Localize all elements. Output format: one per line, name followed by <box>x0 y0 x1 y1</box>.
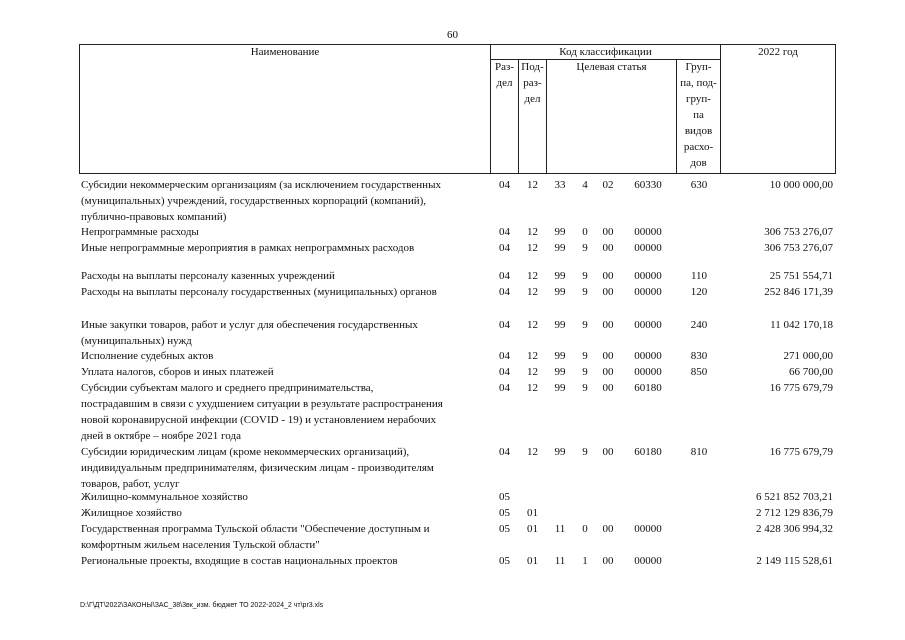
row-name-line: Субсидии некоммерческим организациям (за исключением государственных <box>81 179 441 191</box>
row-code-cs3: 02 <box>602 179 614 191</box>
row-code-cs4: 00000 <box>634 286 662 298</box>
row-name <box>81 444 491 492</box>
row-code-cs1: 99 <box>554 366 566 378</box>
header-classification-code: Код классификации <box>559 46 652 58</box>
header-name: Наименование <box>250 46 320 58</box>
row-amount: 2 428 306 994,32 <box>756 523 833 535</box>
row-code-vr: 850 <box>690 366 708 378</box>
row-code-cs4: 60180 <box>634 382 662 394</box>
row-name <box>81 240 491 256</box>
row-amount: 6 521 852 703,21 <box>756 491 833 503</box>
row-name-line: индивидуальным предпринимателям, физическим лицам - производителям <box>81 462 434 474</box>
row-code-cs4: 60180 <box>634 446 662 458</box>
row-code-pr: 01 <box>527 507 538 519</box>
row-code-vr: 810 <box>690 446 708 458</box>
row-code-cs1: 99 <box>554 270 566 282</box>
header-subsection: Под- раз- дел <box>521 61 544 105</box>
row-amount: 2 149 115 528,61 <box>756 555 833 567</box>
row-code-cs1: 99 <box>554 242 566 254</box>
row-code-cs3: 00 <box>602 242 614 254</box>
row-code-cs4: 00000 <box>634 555 662 567</box>
row-name <box>81 364 491 380</box>
row-code-cs4: 00000 <box>634 366 662 378</box>
row-code-pr: 12 <box>527 446 538 458</box>
row-code-rz: 04 <box>499 286 510 298</box>
row-code-cs1: 99 <box>554 226 566 238</box>
row-code-cs2: 9 <box>582 382 588 394</box>
row-name-line: Региональные проекты, входящие в состав национальных проектов <box>81 555 398 567</box>
row-amount: 10 000 000,00 <box>769 179 833 191</box>
row-amount: 306 753 276,07 <box>764 226 833 238</box>
row-name <box>81 348 491 364</box>
row-code-cs1: 99 <box>554 350 566 362</box>
row-name-line: Государственная программа Тульской области "Обеспечение доступным и <box>81 523 430 535</box>
row-code-rz: 04 <box>499 382 510 394</box>
row-name <box>81 268 491 284</box>
row-code-pr: 12 <box>527 319 538 331</box>
row-code-cs4: 60330 <box>634 179 662 191</box>
row-code-cs4: 00000 <box>634 319 662 331</box>
row-name-line: Расходы на выплаты персоналу казенных учреждений <box>81 270 335 282</box>
row-name <box>81 317 491 349</box>
row-code-pr: 12 <box>527 366 538 378</box>
row-name-line: Расходы на выплаты персоналу государственных (муниципальных) органов <box>81 286 437 298</box>
row-code-cs1: 11 <box>554 523 566 535</box>
row-name-line: Иные закупки товаров, работ и услуг для обеспечения государственных <box>81 319 418 331</box>
row-code-cs1: 99 <box>554 286 566 298</box>
row-code-cs2: 9 <box>582 319 588 331</box>
header-expense-group: Груп- па, под- груп- па видов расхо- дов <box>680 61 717 169</box>
row-name <box>81 284 491 300</box>
row-name-line: публично-правовых компаний) <box>81 211 227 223</box>
row-code-cs1: 99 <box>554 382 566 394</box>
row-code-cs4: 00000 <box>634 242 662 254</box>
row-code-cs2: 1 <box>582 555 588 567</box>
row-name <box>81 224 491 240</box>
row-name-line: дней в октябре – ноябре 2021 года <box>81 430 241 442</box>
row-code-pr: 01 <box>527 523 538 535</box>
row-name-line: Жилищное хозяйство <box>81 507 182 519</box>
row-name-line: Субсидии субъектам малого и среднего предпринимательства, <box>81 382 374 394</box>
row-name-line: Субсидии юридическим лицам (кроме некоммерческих организаций), <box>81 446 410 458</box>
row-code-pr: 12 <box>527 179 538 191</box>
row-code-vr: 240 <box>690 319 708 331</box>
row-code-cs2: 9 <box>582 350 588 362</box>
row-name-line: Исполнение судебных актов <box>81 350 214 362</box>
row-code-cs3: 00 <box>602 523 614 535</box>
row-code-rz: 05 <box>499 555 510 567</box>
header-right-border <box>835 44 836 174</box>
row-code-cs2: 9 <box>582 270 588 282</box>
row-code-rz: 04 <box>499 446 510 458</box>
row-amount: 271 000,00 <box>783 350 833 362</box>
row-name <box>81 553 491 569</box>
row-name <box>81 177 491 225</box>
row-code-pr: 12 <box>527 382 538 394</box>
row-code-cs2: 9 <box>582 242 588 254</box>
row-code-cs3: 00 <box>602 270 614 282</box>
row-name-line: пострадавшим в связи с ухудшением ситуации в результате распространения <box>81 398 443 410</box>
row-code-pr: 12 <box>527 350 538 362</box>
row-code-cs1: 33 <box>554 179 566 191</box>
header-subsection-divider <box>546 59 547 174</box>
row-name-line: Жилищно-коммунальное хозяйство <box>81 491 248 503</box>
row-code-rz: 04 <box>499 319 510 331</box>
row-name-line: Непрограммные расходы <box>81 226 199 238</box>
row-amount: 252 846 171,39 <box>764 286 833 298</box>
header-left-border <box>79 44 80 174</box>
row-name-line: (муниципальных) нужд <box>81 335 192 347</box>
row-code-cs1: 99 <box>554 446 566 458</box>
row-name-line: товаров, работ, услуг <box>81 478 180 490</box>
row-name-line: (муниципальных) учреждений, государственных корпораций (компаний), <box>81 195 427 207</box>
row-name-line: комфортным жильем населения Тульской области" <box>81 539 320 551</box>
row-name <box>81 521 491 553</box>
row-code-rz: 04 <box>499 242 510 254</box>
row-code-cs2: 0 <box>582 523 588 535</box>
header-bottom-border <box>79 173 836 174</box>
row-code-rz: 04 <box>499 179 510 191</box>
row-code-pr: 12 <box>527 286 538 298</box>
row-code-cs3: 00 <box>602 319 614 331</box>
row-amount: 11 042 170,18 <box>770 319 833 331</box>
row-name <box>81 489 491 505</box>
header-year: 2022 год <box>758 46 798 58</box>
row-amount: 306 753 276,07 <box>764 242 833 254</box>
row-code-cs2: 9 <box>582 286 588 298</box>
row-code-cs4: 00000 <box>634 350 662 362</box>
row-code-rz: 05 <box>499 491 510 503</box>
row-code-cs2: 9 <box>582 366 588 378</box>
row-code-cs3: 00 <box>602 382 614 394</box>
row-code-cs2: 4 <box>582 179 588 191</box>
header-code-right-border <box>720 44 721 174</box>
row-name <box>81 505 491 521</box>
row-code-rz: 04 <box>499 366 510 378</box>
row-code-cs4: 00000 <box>634 270 662 282</box>
header-target-article: Целевая статья <box>576 61 647 73</box>
row-code-cs1: 99 <box>554 319 566 331</box>
row-code-pr: 12 <box>527 242 538 254</box>
row-code-rz: 04 <box>499 350 510 362</box>
row-name-line: новой коронавирусной инфекции (COVID - 19) и установлением нерабочих <box>81 414 437 426</box>
row-code-cs3: 00 <box>602 555 614 567</box>
row-code-cs3: 00 <box>602 446 614 458</box>
row-code-pr: 12 <box>527 226 538 238</box>
row-amount: 16 775 679,79 <box>769 446 833 458</box>
row-code-vr: 120 <box>690 286 708 298</box>
row-code-rz: 05 <box>499 523 510 535</box>
file-path-footer: D:\Г\ДТ\2022\ЗАКОНЫ\ЗАС_38\3вк_изм. бюджет ТО 2022-2024_2 чт\pr3.xls <box>80 602 324 609</box>
row-amount: 66 700,00 <box>789 366 833 378</box>
header-section: Раз- дел <box>494 61 514 89</box>
row-code-cs2: 9 <box>582 446 588 458</box>
row-code-cs1: 11 <box>554 555 566 567</box>
row-name-line: Иные непрограммные мероприятия в рамках непрограммных расходов <box>81 242 415 254</box>
row-name-line: Уплата налогов, сборов и иных платежей <box>81 366 274 378</box>
row-code-rz: 04 <box>499 226 510 238</box>
row-code-pr: 12 <box>527 270 538 282</box>
row-amount: 2 712 129 836,79 <box>756 507 833 519</box>
row-code-rz: 04 <box>499 270 510 282</box>
row-code-cs4: 00000 <box>634 226 662 238</box>
row-amount: 16 775 679,79 <box>769 382 833 394</box>
row-code-vr: 110 <box>690 270 708 282</box>
row-name <box>81 380 491 444</box>
row-code-cs3: 00 <box>602 286 614 298</box>
row-code-cs2: 0 <box>582 226 588 238</box>
row-code-vr: 630 <box>690 179 708 191</box>
row-code-cs3: 00 <box>602 226 614 238</box>
row-code-cs4: 00000 <box>634 523 662 535</box>
page-number: 60 <box>447 29 458 41</box>
row-code-cs3: 00 <box>602 350 614 362</box>
row-code-vr: 830 <box>690 350 708 362</box>
row-code-pr: 01 <box>527 555 538 567</box>
row-amount: 25 751 554,71 <box>769 270 833 282</box>
row-code-cs3: 00 <box>602 366 614 378</box>
row-code-rz: 05 <box>499 507 510 519</box>
